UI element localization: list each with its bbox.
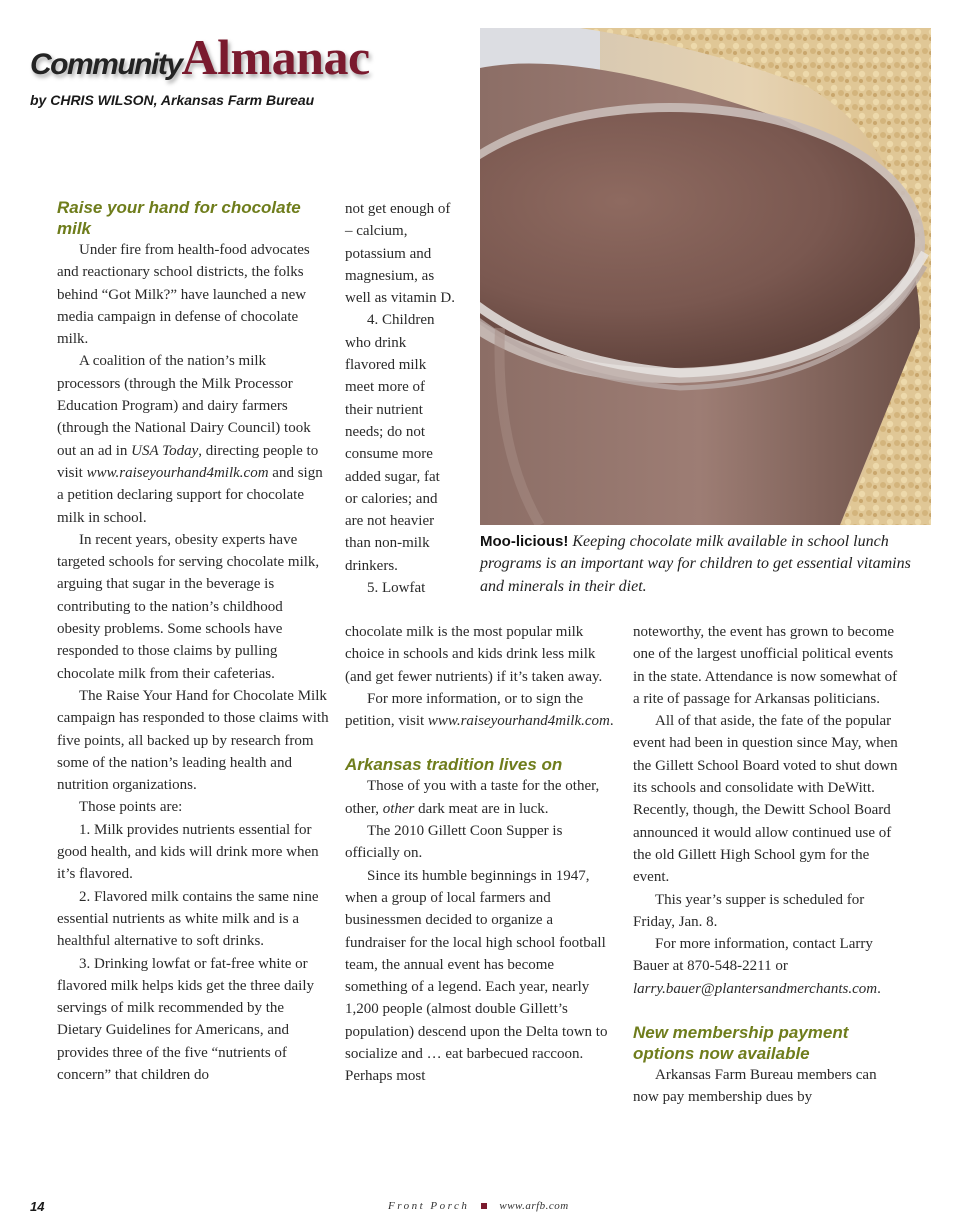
caption-lead: Moo-licious!	[480, 533, 569, 550]
list-item: 4. Children who drink flavored milk meet more of their nutrient needs; do not consume more added sugar, fat or calories; and are not heavier than non-milk drinkers.	[345, 312, 440, 574]
headline-membership-payment: New membership payment options now available	[633, 1023, 849, 1064]
paragraph: Since its humble beginnings in 1947, when a group of local farmers and businessmen decided to organize a fundraiser for the local high school football team, the annual event has become something of a legend. Each year, nearly 1,200 people (almost double Gillett’s population) descend upon the Delta town to socialize and … eat barbecued raccoon. Perhaps most	[345, 867, 608, 1085]
caption-text: Keeping chocolate milk available in school lunch programs is an important way for children to get essential vitamins and minerals in their diet.	[480, 533, 911, 595]
footer	[388, 1200, 569, 1212]
masthead-community: Community	[30, 48, 182, 81]
photo-caption	[480, 531, 930, 598]
footer-url: www.arfb.com	[499, 1200, 569, 1212]
publication-name: Front Porch	[388, 1200, 470, 1212]
paragraph-continued: chocolate milk is the most popular milk choice in schools and kids drink less milk (and get fewer nutrients) if it’s taken away.	[345, 624, 603, 685]
square-bullet-icon	[481, 1203, 487, 1209]
paragraph-continued: not get enough of – calcium, potassium and magnesium, as well as vitamin D.	[345, 201, 455, 307]
byline: by CHRIS WILSON, Arkansas Farm Bureau	[30, 92, 315, 108]
paragraph: The Raise Your Hand for Chocolate Milk campaign has responded to those claims with five points, all backed up by research from some of the nation’s leading health and nutrition organizations.	[57, 687, 329, 794]
list-item: 2. Flavored milk contains the same nine essential nutrients as white milk and is a healthful alternative to soft drinks.	[57, 888, 319, 950]
article-column-2	[345, 621, 617, 1088]
paragraph: The 2010 Gillett Coon Supper is officially on.	[345, 823, 563, 862]
paragraph: In recent years, obesity experts have targeted schools for serving chocolate milk, arguing that sugar in the beverage is contributing to the nation’s childhood obesity problems. Some schools have responded to those claims by pulling chocolate milk from their cafeterias.	[57, 531, 320, 682]
list-item: 1. Milk provides nutrients essential for good health, and kids will drink more when it’s flavored.	[57, 821, 319, 883]
paragraph: For more information, contact Larry Bauer at 870-548-2211 or larry.bauer@plantersandmerchants.com.	[633, 936, 881, 997]
paragraph: For more information, or to sign the petition, visit www.raiseyourhand4milk.com.	[345, 690, 614, 730]
article-column-3	[633, 621, 905, 1109]
headline-arkansas-tradition: Arkansas tradition lives on	[345, 755, 563, 775]
headline-chocolate-milk: Raise your hand for chocolate milk	[57, 198, 301, 238]
article-column-1	[57, 197, 329, 1086]
paragraph: This year’s supper is scheduled for Friday, Jan. 8.	[633, 891, 865, 930]
masthead	[30, 28, 370, 84]
paragraph: A coalition of the nation’s milk processors (through the Milk Processor Education Program) and dairy farmers (through the National Dairy Council) took out an ad in USA Today, directing people to visit www.raiseyourhand4milk.com and sign a petition declaring support for chocolate milk in school.	[57, 353, 323, 526]
paragraph: All of that aside, the fate of the popular event had been in question since May, when the Gillett School Board voted to shut down its schools and consolidate with DeWitt. Recently, though, the Dewitt School Board announced it would allow continued use of the old Gillett High School gym for the event.	[633, 713, 898, 886]
masthead-almanac: Almanac	[181, 29, 370, 85]
paragraph: Under fire from health-food advocates and reactionary school districts, the folks behind “Got Milk?” have launched a new media campaign in defense of chocolate milk.	[57, 242, 310, 348]
paragraph: Those points are:	[79, 799, 183, 816]
page-number: 14	[30, 1199, 45, 1214]
paragraph-continued: noteworthy, the event has grown to become one of the largest unofficial political events in the state. Attendance is now somewhat of a rite of passage for Arkansas politicians.	[633, 624, 898, 707]
list-item: 5. Lowfat	[367, 580, 426, 597]
chocolate-milk-image	[480, 28, 931, 525]
paragraph: Arkansas Farm Bureau members can now pay membership dues by	[633, 1067, 877, 1106]
paragraph: Those of you with a taste for the other, other, other dark meat are in luck.	[345, 778, 600, 817]
list-item: 3. Drinking lowfat or fat-free white or flavored milk helps kids get the three daily servings of milk recommended by the Dietary Guidelines for Americans, and provides three of the five “nutrients of concern” that children do	[57, 955, 315, 1083]
chocolate-milk-photo	[480, 28, 931, 525]
article-column-2-narrow	[345, 198, 455, 599]
